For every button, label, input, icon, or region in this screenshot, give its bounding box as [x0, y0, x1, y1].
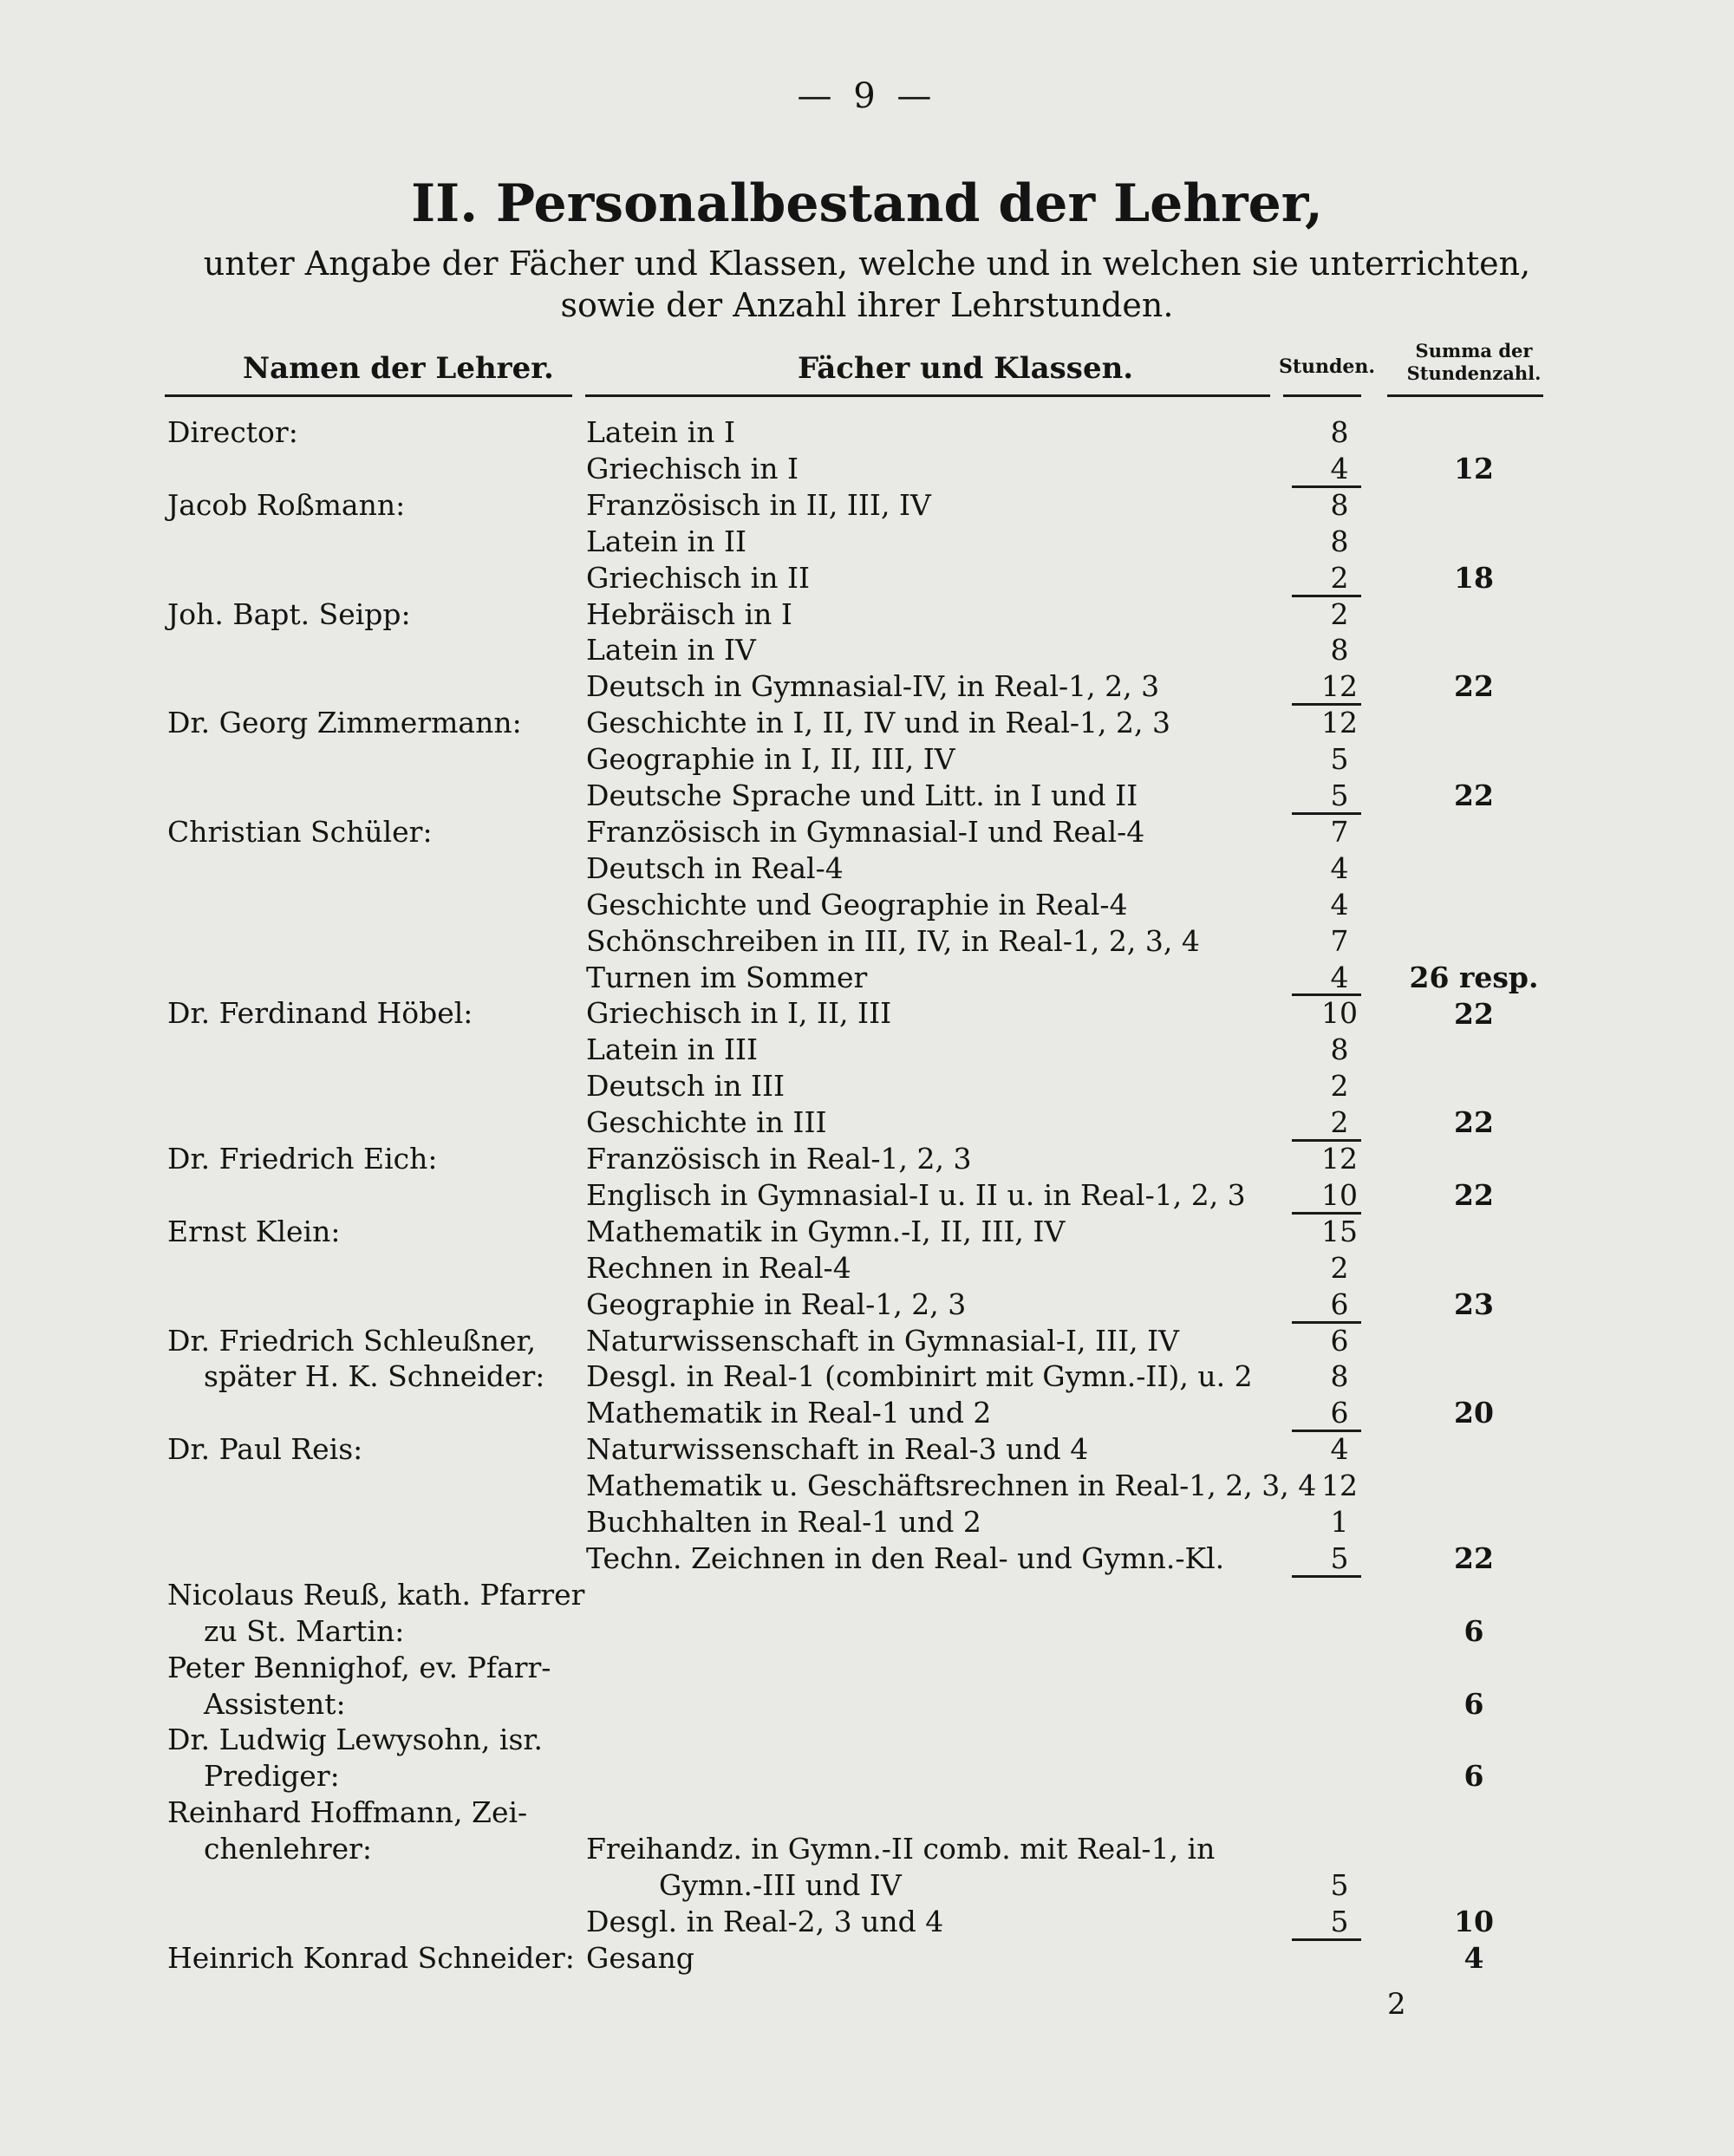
- table-row: [0, 451, 1734, 487]
- hours-value: 7: [1330, 814, 1349, 849]
- teacher-name: Heinrich Konrad Schneider:: [167, 1940, 575, 1975]
- teacher-name: Director:: [167, 415, 298, 449]
- table-row: [0, 1758, 1734, 1794]
- total-value: 10: [1454, 1904, 1494, 1938]
- total-value: 6: [1463, 1686, 1484, 1721]
- total-value: 26 resp. 22: [1409, 960, 1539, 1031]
- table-row: [0, 1431, 1734, 1468]
- subject-entry: Französisch in Real-1, 2, 3: [586, 1142, 972, 1176]
- table-row: [0, 1214, 1734, 1250]
- hours-value: 8: [1330, 487, 1349, 522]
- subject-entry: Deutsche Sprache und Litt. in I und II: [586, 778, 1138, 812]
- teacher-name: später H. K. Schneider:: [204, 1359, 545, 1394]
- hours-value: 5: [1330, 742, 1349, 777]
- table-row: [0, 814, 1734, 850]
- total-value: 18: [1454, 560, 1494, 595]
- hours-value: 2: [1330, 560, 1349, 595]
- teacher-name: Christian Schüler:: [167, 814, 433, 849]
- subject-entry: Französisch in II, III, IV: [586, 487, 931, 522]
- table-row: [0, 560, 1734, 596]
- subject-entry: Mathematik in Gymn.-I, II, III, IV: [586, 1214, 1066, 1248]
- hours-value: 5: [1330, 1868, 1349, 1902]
- hours-value: 5: [1330, 778, 1349, 812]
- hours-value: 1: [1330, 1505, 1349, 1539]
- total-value: 22: [1454, 1177, 1494, 1212]
- subject-entry: Geschichte in I, II, IV und in Real-1, 2, 3: [586, 706, 1170, 740]
- hours-value: 4: [1330, 960, 1349, 994]
- table-row: [0, 850, 1734, 887]
- total-value: 12: [1454, 451, 1494, 485]
- total-value: 6: [1463, 1613, 1484, 1648]
- teacher-name: Ernst Klein:: [167, 1214, 341, 1248]
- table-row: [0, 741, 1734, 778]
- subtitle-line-1: unter Angabe der Fächer und Klassen, welche und in welchen sie unterrichten,: [203, 244, 1531, 283]
- subject-entry: Desgl. in Real-1 (combinirt mit Gymn.-II), u. 2: [586, 1359, 1253, 1394]
- subject-entry: Freihandz. in Gymn.-II comb. mit Real-1, in: [586, 1832, 1216, 1866]
- hours-value: 12: [1321, 706, 1358, 740]
- hours-value: 6: [1330, 1286, 1349, 1321]
- total-value: 22: [1454, 1540, 1494, 1575]
- total-value: 6: [1463, 1759, 1484, 1794]
- teacher-name: Dr. Friedrich Schleußner,: [167, 1323, 537, 1358]
- hours-value: 4: [1330, 850, 1349, 885]
- hours-value: 4: [1330, 451, 1349, 485]
- section-title: II. Personalbestand der Lehrer,: [411, 173, 1323, 234]
- table-row: [0, 778, 1734, 814]
- subject-entry: Gymn.-III und IV: [659, 1868, 902, 1902]
- header-total-line1: Summa der: [1415, 340, 1533, 362]
- table-row: [0, 1177, 1734, 1214]
- table-row: [0, 995, 1734, 1032]
- total-value: 22: [1454, 669, 1494, 704]
- header-hours: Stunden.: [1279, 355, 1376, 378]
- table-row: [0, 1286, 1734, 1323]
- table-row: [0, 487, 1734, 524]
- hours-value: 8: [1330, 1359, 1349, 1394]
- hours-value: 2: [1330, 1105, 1349, 1140]
- subject-entry: Deutsch in III: [586, 1069, 786, 1104]
- hours-value: 10: [1321, 1177, 1358, 1212]
- teacher-name: Dr. Paul Reis:: [167, 1432, 363, 1467]
- subject-entry: Französisch in Gymnasial-I und Real-4: [586, 814, 1145, 849]
- table-row: [0, 1650, 1734, 1686]
- hours-value: 10: [1321, 996, 1358, 1031]
- hours-value: 5: [1330, 1904, 1349, 1938]
- subject-entry: Latein in IV: [586, 633, 756, 668]
- teacher-name: Assistent:: [204, 1686, 346, 1721]
- table-row: [0, 1104, 1734, 1141]
- table-row: [0, 1358, 1734, 1395]
- table-row: [0, 1468, 1734, 1504]
- header-total-line2: Stundenzahl.: [1406, 362, 1542, 384]
- table-row: [0, 887, 1734, 923]
- table-row: [0, 1068, 1734, 1104]
- subject-entry: Geographie in I, II, III, IV: [586, 742, 955, 777]
- subject-entry: Englisch in Gymnasial-I u. II u. in Real-1, 2, 3: [586, 1177, 1246, 1212]
- teacher-name: Reinhard Hoffmann, Zei-: [167, 1795, 528, 1830]
- table-row: [0, 1323, 1734, 1359]
- table-row: [0, 923, 1734, 960]
- table-row: [0, 1722, 1734, 1758]
- table-row: [0, 1395, 1734, 1431]
- header-names: Namen der Lehrer.: [243, 351, 554, 386]
- table-row: [0, 1504, 1734, 1540]
- hours-value: 8: [1330, 524, 1349, 558]
- teacher-name: Joh. Bapt. Seipp:: [167, 596, 411, 631]
- hours-value: 2: [1330, 596, 1349, 631]
- subject-entry: Techn. Zeichnen in den Real- und Gymn.-Kl.: [586, 1540, 1225, 1575]
- teacher-name: Dr. Friedrich Eich:: [167, 1142, 438, 1176]
- table-row: [0, 1540, 1734, 1577]
- subject-entry: Latein in I: [586, 415, 736, 449]
- footer-number: 2: [1387, 1987, 1406, 2022]
- teacher-name: zu St. Martin:: [204, 1613, 405, 1648]
- header-rule-total: [1387, 394, 1543, 397]
- teacher-name: Dr. Ferdinand Höbel:: [167, 996, 473, 1031]
- hours-value: 2: [1330, 1069, 1349, 1104]
- table-row: [0, 414, 1734, 451]
- subject-entry: Griechisch in I: [586, 451, 799, 485]
- table-row: [0, 596, 1734, 633]
- subject-entry: Geschichte in III: [586, 1105, 827, 1140]
- hours-value: 6: [1330, 1396, 1349, 1430]
- table-row: [0, 1867, 1734, 1904]
- subject-entry: Naturwissenschaft in Real-3 und 4: [586, 1432, 1089, 1467]
- teacher-name: Peter Bennighof, ev. Pfarr-: [167, 1650, 551, 1684]
- hours-value: 12: [1321, 1469, 1358, 1503]
- teacher-name: Nicolaus Reuß, kath. Pfarrer: [167, 1577, 585, 1612]
- total-value: 22: [1454, 1105, 1494, 1140]
- header-rule-names: [165, 394, 572, 397]
- subject-entry: Griechisch in I, II, III: [586, 996, 892, 1031]
- hours-value: 12: [1321, 1142, 1358, 1176]
- teacher-name: Jacob Roßmann:: [167, 487, 406, 522]
- table-row: [0, 632, 1734, 668]
- table-row: [0, 1831, 1734, 1867]
- subject-entry: Gesang: [586, 1940, 694, 1975]
- hours-value: 8: [1330, 633, 1349, 668]
- hours-value: 8: [1330, 415, 1349, 449]
- teacher-name: chenlehrer:: [204, 1832, 373, 1866]
- subject-entry: Turnen im Sommer: [586, 960, 868, 994]
- subject-entry: Buchhalten in Real-1 und 2: [586, 1505, 981, 1539]
- hours-value: 5: [1330, 1540, 1349, 1575]
- subject-entry: Mathematik u. Geschäftsrechnen in Real-1, 2, 3, 4: [586, 1469, 1317, 1503]
- subject-entry: Naturwissenschaft in Gymnasial-I, III, IV: [586, 1323, 1179, 1358]
- total-value: 22: [1454, 778, 1494, 812]
- table-row: [0, 705, 1734, 741]
- table-row: [0, 1141, 1734, 1177]
- hours-value: 4: [1330, 1432, 1349, 1467]
- hours-value: 8: [1330, 1032, 1349, 1067]
- hours-value: 6: [1330, 1323, 1349, 1358]
- subtitle-line-2: sowie der Anzahl ihrer Lehrstunden.: [560, 286, 1174, 324]
- header-total: [1400, 340, 1548, 385]
- header-subjects: Fächer und Klassen.: [798, 351, 1134, 386]
- table-row: [0, 1613, 1734, 1650]
- subject-entry: Latein in III: [586, 1032, 759, 1067]
- hours-value: 12: [1321, 669, 1358, 704]
- subject-entry: Mathematik in Real-1 und 2: [586, 1396, 992, 1430]
- subject-entry: Griechisch in II: [586, 560, 811, 595]
- table-row: [0, 1250, 1734, 1286]
- subject-entry: Deutsch in Real-4: [586, 850, 844, 885]
- total-value: 20: [1454, 1396, 1494, 1430]
- total-value: 23: [1454, 1286, 1494, 1321]
- teacher-name: Dr. Ludwig Lewysohn, isr.: [167, 1723, 544, 1757]
- table-row: [0, 524, 1734, 560]
- subject-entry: Desgl. in Real-2, 3 und 4: [586, 1904, 944, 1938]
- hours-value: 7: [1330, 923, 1349, 958]
- table-row: [0, 1032, 1734, 1068]
- page-number: — 9 —: [797, 76, 937, 116]
- subject-entry: Latein in II: [586, 524, 747, 558]
- table-row: [0, 1577, 1734, 1613]
- hours-value: 4: [1330, 887, 1349, 922]
- hours-value: 2: [1330, 1250, 1349, 1285]
- table-row: [0, 668, 1734, 705]
- table-row: [0, 1904, 1734, 1940]
- header-rule-hours: [1283, 394, 1361, 397]
- teacher-name: Prediger:: [204, 1759, 340, 1794]
- subject-entry: Hebräisch in I: [586, 596, 792, 631]
- header-rule-subjects: [585, 394, 1270, 397]
- table-row: [0, 1686, 1734, 1723]
- table-row: [0, 1794, 1734, 1831]
- subject-entry: Geographie in Real-1, 2, 3: [586, 1286, 967, 1321]
- subject-entry: Rechnen in Real-4: [586, 1250, 851, 1285]
- subject-entry: Schönschreiben in III, IV, in Real-1, 2, 3, 4: [586, 923, 1200, 958]
- subject-entry: Deutsch in Gymnasial-IV, in Real-1, 2, 3: [586, 669, 1160, 704]
- table-row: [0, 1940, 1734, 1977]
- hours-value: 15: [1321, 1214, 1358, 1248]
- teacher-name: Dr. Georg Zimmermann:: [167, 706, 522, 740]
- subject-entry: Geschichte und Geographie in Real-4: [586, 887, 1128, 922]
- total-value: 4: [1463, 1940, 1484, 1975]
